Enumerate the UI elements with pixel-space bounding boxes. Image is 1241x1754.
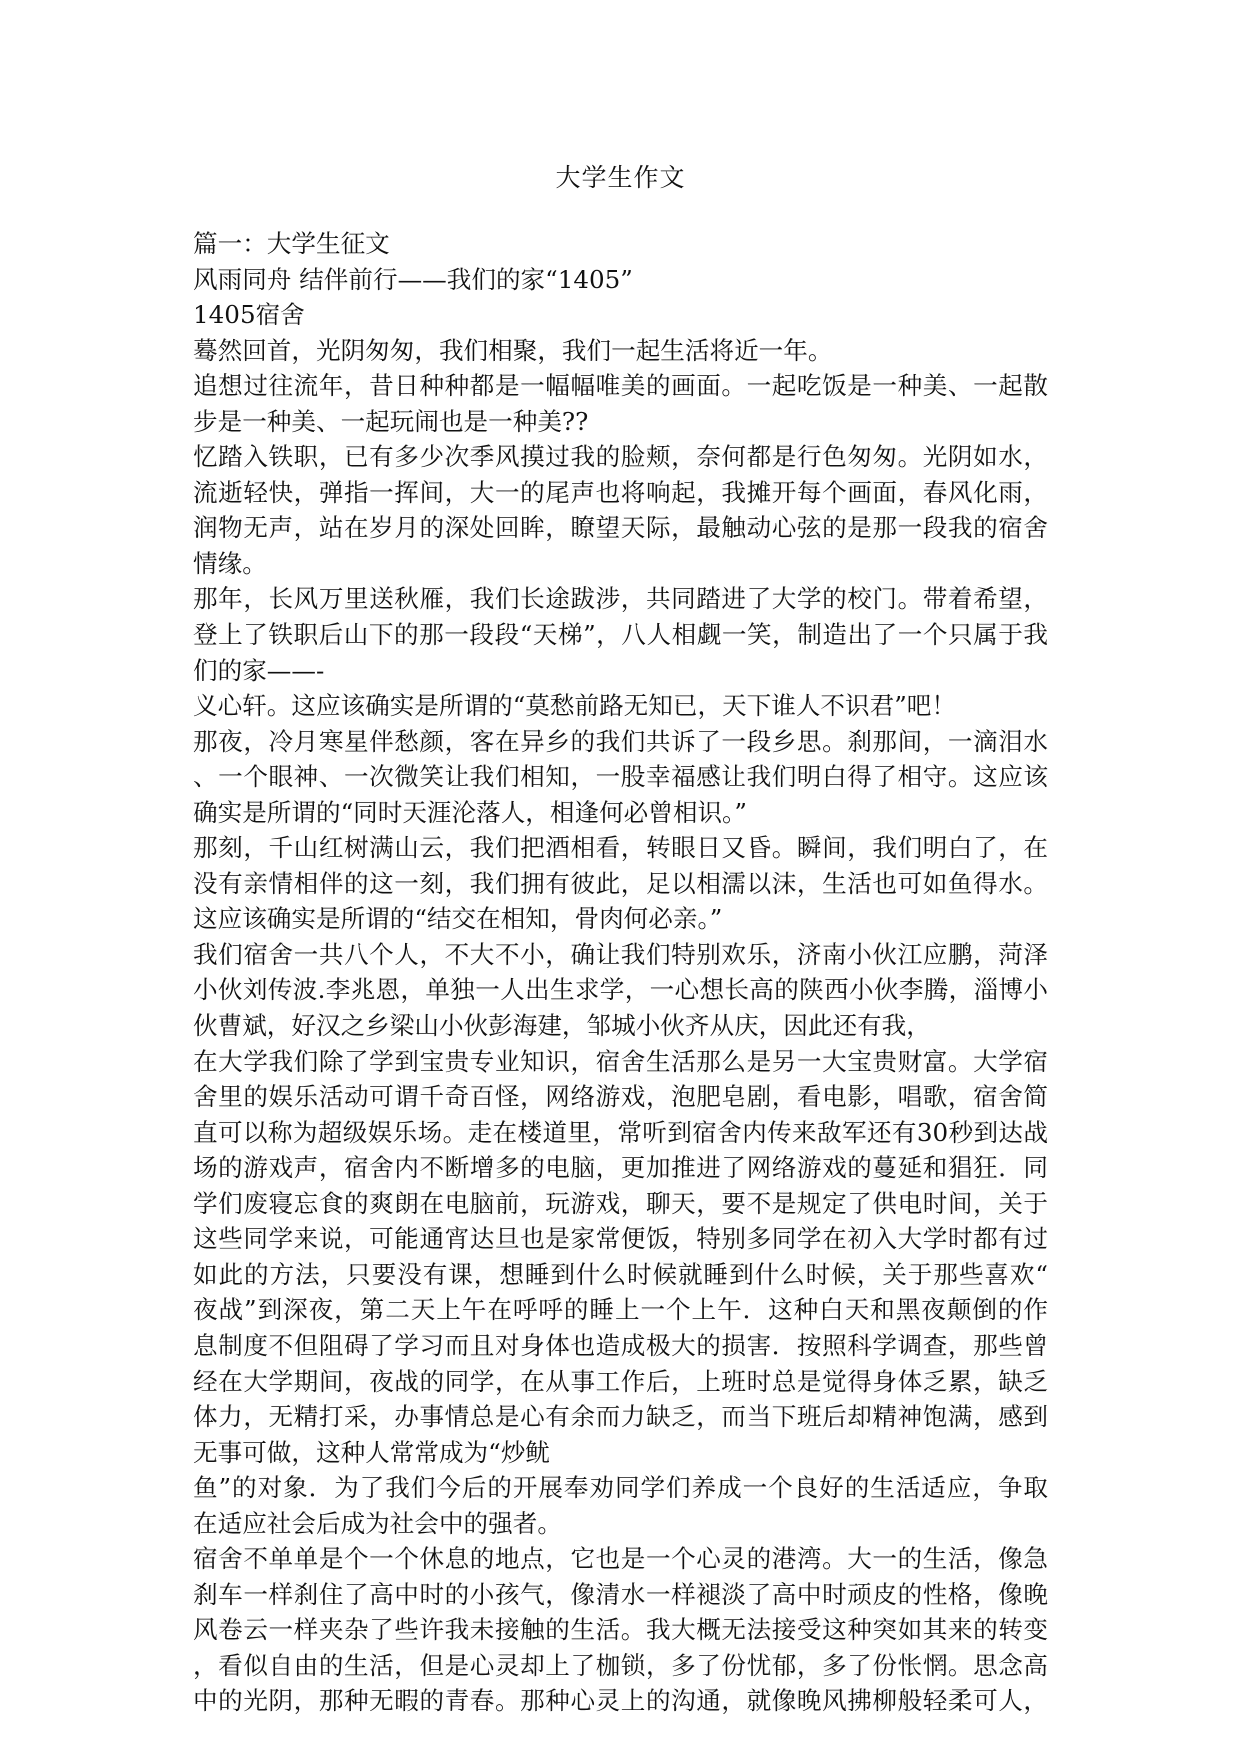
text-line: 步是一种美、一起玩闹也是一种美?? [193, 406, 589, 436]
text-line: 篇一：大学生征文 [193, 229, 390, 258]
text-line: 我们宿舍一共八个人，不大不小，确让我们特别欢乐，济南小伙江应鹏，菏泽 [193, 939, 1048, 969]
text-line: 无事可做，这种人常常成为“炒鱿 [193, 1437, 550, 1467]
text-line: 鱼”的对象．为了我们今后的开展奉劝同学们养成一个良好的生活适应，争取 [193, 1473, 1048, 1503]
text-line: 在适应社会后成为社会中的强者。 [193, 1508, 562, 1538]
text-line: 没有亲情相伴的这一刻，我们拥有彼此，足以相濡以沫，生活也可如鱼得水。 [193, 868, 1048, 898]
text-line: 体力，无精打采，办事情总是心有余而力缺乏，而当下班后却精神饱满，感到 [193, 1402, 1048, 1432]
text-line: 伙曹斌，好汉之乡梁山小伙彭海建，邹城小伙齐从庆，因此还有我， [193, 1011, 931, 1041]
text-line: 确实是所谓的“同时天涯沦落人，相逢何必曾相识。” [193, 797, 747, 827]
text-line: 经在大学期间，夜战的同学，在从事工作后，上班时总是觉得身体乏累，缺乏 [193, 1366, 1048, 1396]
text-line: 忆踏入铁职，已有多少次季风摸过我的脸颊，奈何都是行色匆匆。光阴如水， [193, 442, 1048, 472]
text-line: 润物无声，站在岁月的深处回眸，瞭望天际，最触动心弦的是那一段我的宿舍 [193, 513, 1048, 543]
text-line: 这应该确实是所谓的“结交在相知，骨肉何必亲。” [193, 904, 723, 934]
text-line: 如此的方法，只要没有课，想睡到什么时候就睡到什么时候，关于那些喜欢“ [193, 1259, 1048, 1289]
text-line: 风雨同舟 结伴前行——我们的家“1405” [193, 264, 633, 294]
text-line: 1405宿舍 [193, 300, 305, 330]
text-line: 小伙刘传波.李兆恩，单独一人出生求学，一心想长高的陕西小伙李腾，淄博小 [193, 975, 1048, 1005]
document-title: 大学生作文 [555, 163, 686, 192]
text-line: 息制度不但阻碍了学习而且对身体也造成极大的损害．按照科学调查，那些曾 [193, 1330, 1048, 1360]
text-line: 夜战”到深夜，第二天上午在呼呼的睡上一个上午．这种白天和黑夜颠倒的作 [193, 1295, 1048, 1325]
text-line: 登上了铁职后山下的那一段段“天梯”，八人相觑一笑，制造出了一个只属于我 [193, 620, 1048, 650]
text-line: 追想过往流年，昔日种种都是一幅幅唯美的画面。一起吃饭是一种美、一起散 [193, 371, 1048, 401]
text-line: 宿舍不单单是个一个休息的地点，它也是一个心灵的港湾。大一的生活，像急 [193, 1544, 1048, 1574]
document-body [193, 226, 1048, 1719]
text-line: 、一个眼神、一次微笑让我们相知，一股幸福感让我们明白得了相守。这应该 [193, 762, 1048, 792]
text-line: 们的家——- [193, 655, 325, 685]
text-line: 刹车一样刹住了高中时的小孩气，像清水一样褪淡了高中时顽皮的性格，像晚 [193, 1579, 1048, 1609]
text-line: 情缘。 [193, 548, 267, 578]
text-line: 流逝轻快，弹指一挥间，大一的尾声也将响起，我摊开每个画面，春风化雨， [193, 477, 1048, 507]
text-line: 那刻，千山红树满山云，我们把酒相看，转眼日又昏。瞬间，我们明白了，在 [193, 833, 1048, 863]
text-line: 这些同学来说，可能通宵达旦也是家常便饭，特别多同学在初入大学时都有过 [193, 1224, 1048, 1254]
text-line: 中的光阴，那种无暇的青春。那种心灵上的沟通，就像晚风拂柳般轻柔可人， [193, 1686, 1048, 1716]
text-line: 学们废寝忘食的爽朗在电脑前，玩游戏，聊天，要不是规定了供电时间，关于 [193, 1188, 1048, 1218]
text-line: 义心轩。这应该确实是所谓的“莫愁前路无知已，天下谁人不识君”吧！ [193, 691, 956, 721]
text-line: 舍里的娱乐活动可谓千奇百怪，网络游戏，泡肥皂剧，看电影，唱歌，宿舍简 [193, 1082, 1048, 1112]
text-line: 那夜，冷月寒星伴愁颜，客在异乡的我们共诉了一段乡思。刹那间，一滴泪水 [193, 726, 1048, 756]
text-line: 在大学我们除了学到宝贵专业知识，宿舍生活那么是另一大宝贵财富。大学宿 [193, 1046, 1048, 1076]
text-line: 那年，长风万里送秋雁，我们长途跋涉，共同踏进了大学的校门。带着希望， [193, 584, 1048, 614]
text-line: 场的游戏声，宿舍内不断增多的电脑，更加推进了网络游戏的蔓延和猖狂．同 [193, 1153, 1048, 1183]
text-line: 直可以称为超级娱乐场。走在楼道里，常听到宿舍内传来敌军还有30秒到达战 [193, 1117, 1048, 1147]
text-line: 风卷云一样夹杂了些许我未接触的生活。我大概无法接受这种突如其来的转变 [193, 1615, 1048, 1645]
text-line: ，看似自由的生活，但是心灵却上了枷锁，多了份忧郁，多了份怅惘。思念高 [193, 1650, 1048, 1680]
text-line: 蓦然回首，光阴匆匆，我们相聚，我们一起生活将近一年。 [193, 335, 833, 365]
